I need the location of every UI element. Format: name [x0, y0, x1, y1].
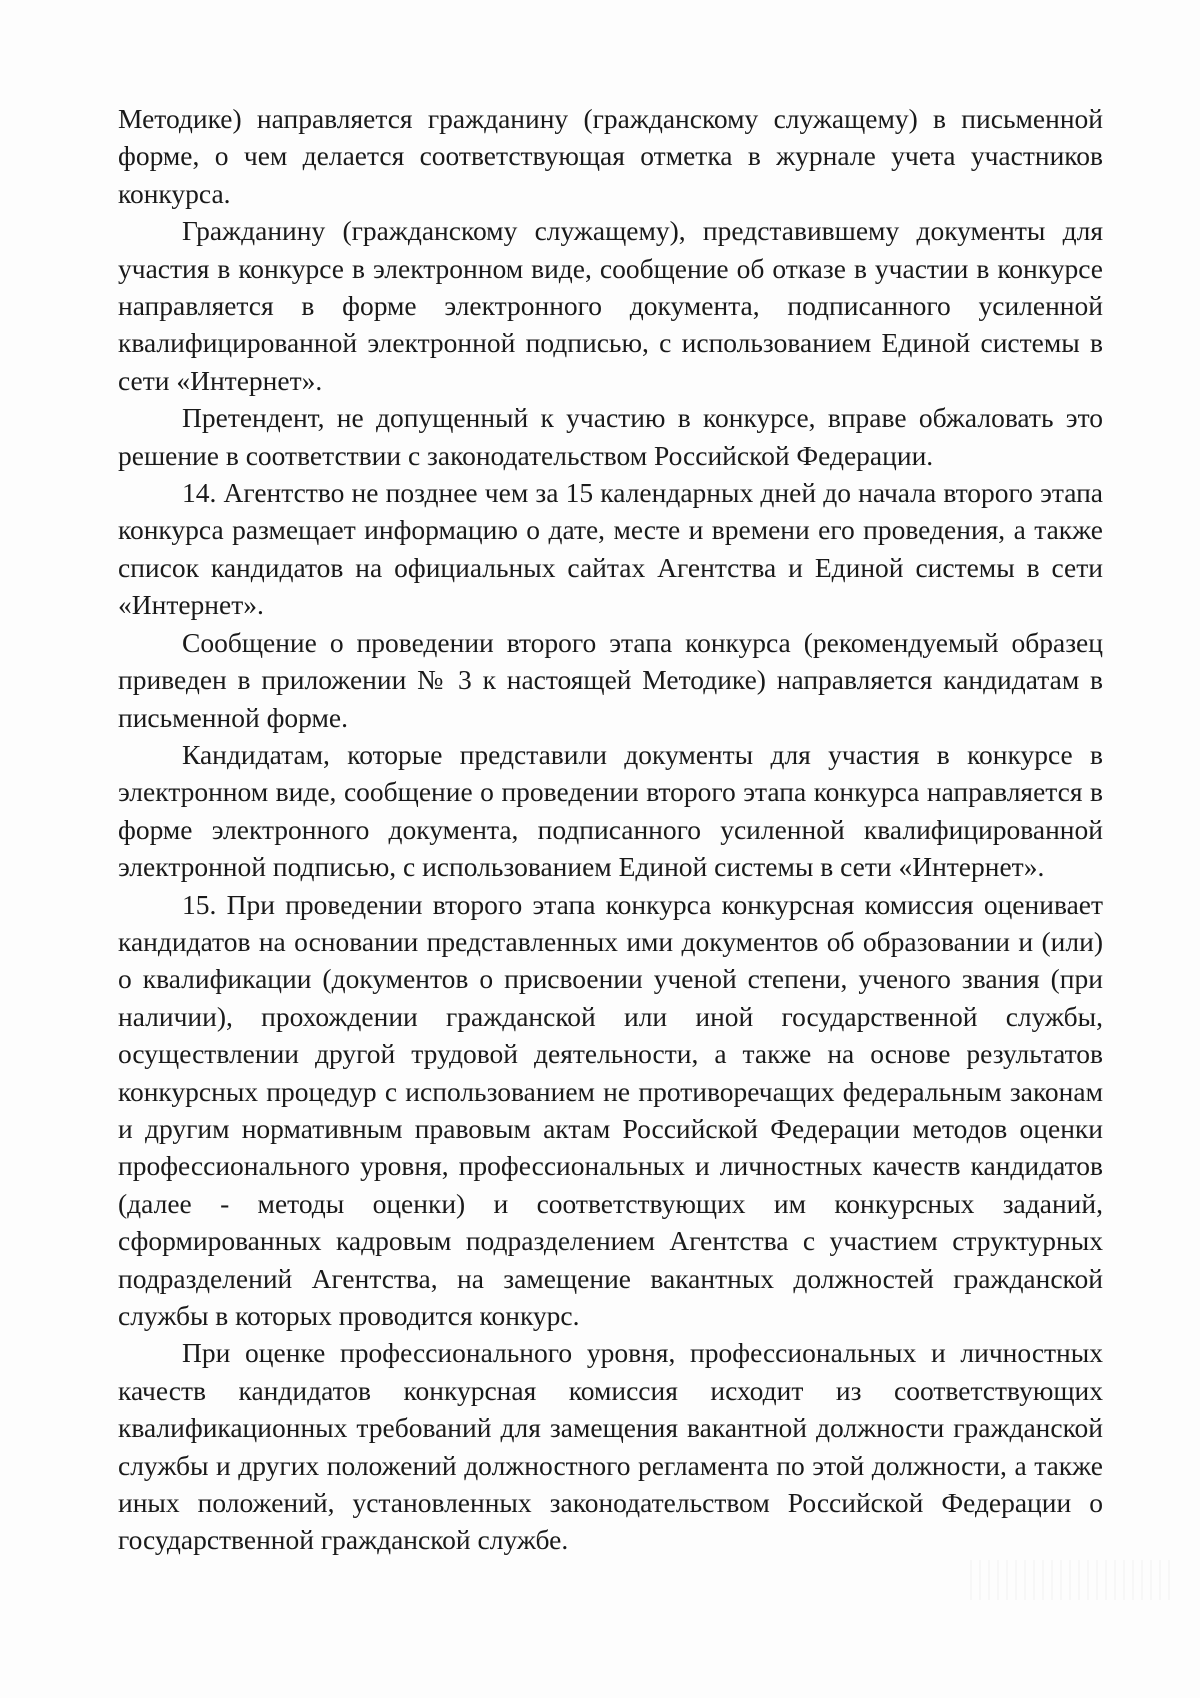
- paragraph-assessment: При оценке профессионального уровня, профессиональных и личностных качеств кандидатов конкурсная комиссия исходит из соответствующих квалификационных требований для замещения вакантной должности гражданской службы и других положений должностного регламента по этой должности, а также иных положений, установленных законодательством Российской Федерации о государственной гражданской службе.: [118, 1337, 1103, 1556]
- scan-artifact: [970, 1560, 1170, 1600]
- paragraph-appeal: Претендент, не допущенный к участию в конкурсе, вправе обжаловать это решение в соответствии с законодательством Российской Федерации.: [118, 402, 1103, 471]
- paragraph-electronic-notice: Кандидатам, которые представили документы для участия в конкурсе в электронном виде, сообщение о проведении второго этапа конкурса направляется в форме электронного документа, подписанного усиленной квалифицированной электронной подписью, с использованием Единой системы в сети «Интернет».: [118, 738, 1103, 883]
- paragraph-electronic-refusal: Гражданину (гражданскому служащему), представившему документы для участия в конкурсе в электронном виде, сообщение об отказе в участии в конкурсе направляется в форме электронного документа, подписанного усиленной квалифицированной электронной подписью, с использованием Единой системы в сети «Интернет».: [118, 215, 1103, 396]
- document-body: [118, 100, 1103, 1559]
- paragraph-second-stage-notice: Сообщение о проведении второго этапа конкурса (рекомендуемый образец приведен в приложении № 3 к настоящей Методике) направляется кандидатам в письменной форме.: [118, 626, 1103, 733]
- paragraph-item-15: 15. При проведении второго этапа конкурса конкурсная комиссия оценивает кандидатов на основании представленных ими документов об образовании и (или) о квалификации (документов о присвоении ученой степени, ученого звания (при наличии), прохождении гражданской или иной государственной службы, осуществлении другой трудовой деятельности, а также на основе результатов конкурсных процедур с использованием не противоречащих федеральным законам и другим нормативным правовым актам Российской Федерации методов оценки профессионального уровня, профессиональных и личностных качеств кандидатов (далее - методы оценки) и соответствующих им конкурсных заданий, сформированных кадровым подразделением Агентства с участием структурных подразделений Агентства, на замещение вакантных должностей гражданской службы в которых проводится конкурс.: [118, 888, 1103, 1331]
- paragraph-item-14: 14. Агентство не позднее чем за 15 календарных дней до начала второго этапа конкурса размещает информацию о дате, месте и времени его проведения, а также список кандидатов на официальных сайтах Агентства и Единой системы в сети «Интернет».: [118, 477, 1103, 621]
- paragraph-continued: Методике) направляется гражданину (гражданскому служащему) в письменной форме, о чем делается соответствующая отметка в журнале учета участников конкурса.: [118, 103, 1103, 209]
